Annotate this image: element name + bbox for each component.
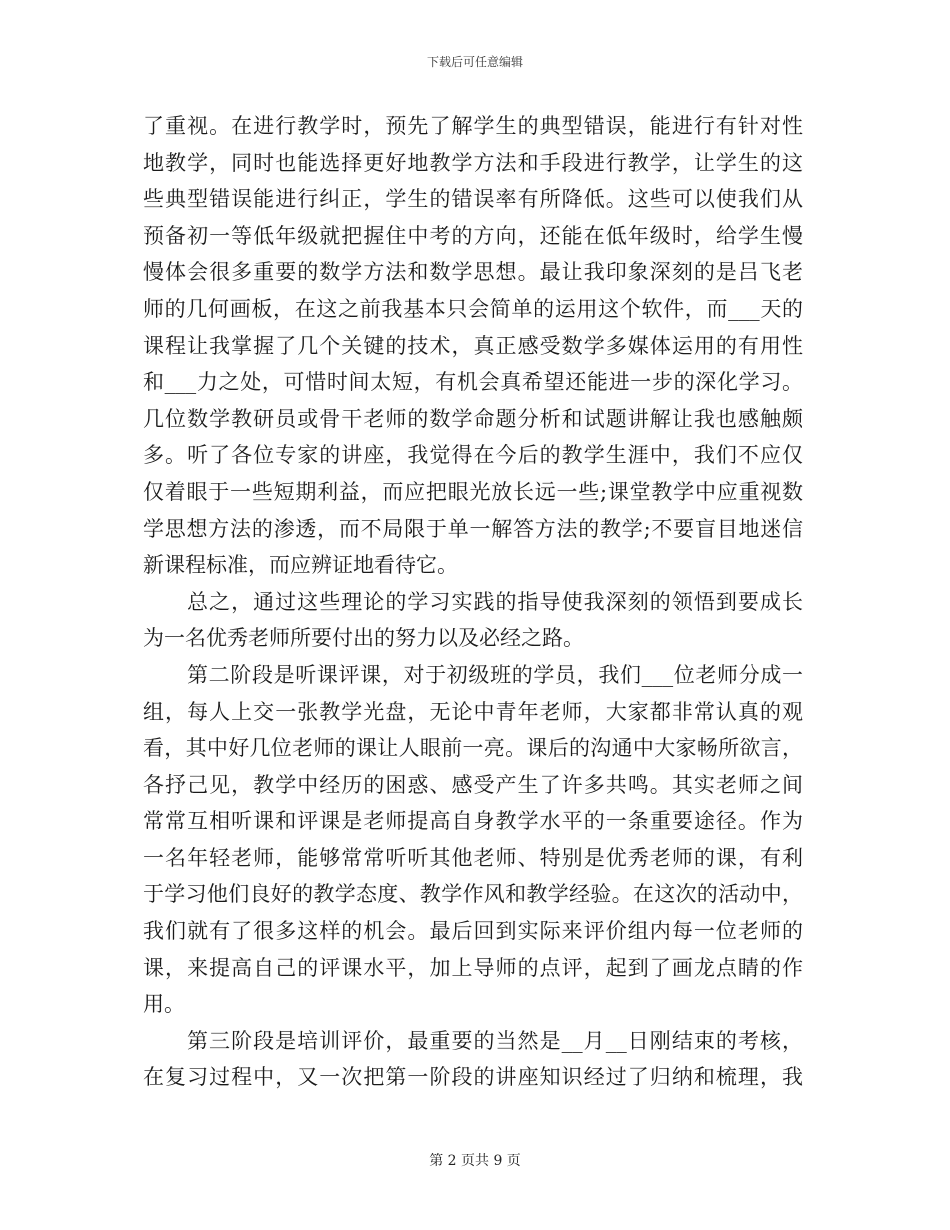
- text-line: 各抒己见，教学中经历的困惑、感受产生了许多共鸣。其实老师之间: [143, 772, 803, 797]
- text-line: 课，来提高自己的评课水平，加上导师的点评，起到了画龙点睛的作: [143, 955, 803, 980]
- paragraph-start-line: 第三阶段是培训评价，最重要的当然是__月__日刚结束的考核，: [187, 1028, 803, 1053]
- text-line: 为一名优秀老师所要付出的努力以及必经之路。: [143, 626, 584, 651]
- text-line: 仅着眼于一些短期利益，而应把眼光放长远一些;课堂教学中应重视数: [143, 479, 803, 504]
- text-line: 一名年轻老师，能够常常听听其他老师、特别是优秀老师的课，有利: [143, 845, 803, 870]
- text-line: 于学习他们良好的教学态度、教学作风和教学经验。在这次的活动中，: [143, 882, 803, 907]
- text-line: 用。: [143, 992, 185, 1017]
- text-line: 课程让我掌握了几个关键的技术，真正感受数学多媒体运用的有用性: [143, 333, 803, 358]
- document-body: [143, 108, 803, 1096]
- paragraph-start-line: 第二阶段是听课评课，对于初级班的学员，我们___位老师分成一: [187, 662, 803, 687]
- text-line: 多。听了各位专家的讲座，我觉得在今后的教学生涯中，我们不应仅: [143, 443, 803, 468]
- text-line: 我们就有了很多这样的机会。最后回到实际来评价组内每一位老师的: [143, 919, 803, 944]
- text-line: 师的几何画板，在这之前我基本只会简单的运用这个软件，而___天的: [143, 296, 803, 321]
- text-line: 预备初一等低年级就把握住中考的方向，还能在低年级时，给学生慢: [143, 223, 803, 248]
- text-line: 新课程标准，而应辨证地看待它。: [143, 553, 458, 578]
- page-header-note: 下载后可任意编辑: [426, 55, 523, 69]
- text-line: 学思想方法的渗透，而不局限于单一解答方法的教学;不要盲目地迷信: [143, 516, 803, 541]
- text-line: 常常互相听课和评课是老师提高自身教学水平的一条重要途径。作为: [143, 809, 803, 834]
- text-line: 了重视。在进行教学时，预先了解学生的典型错误，能进行有针对性: [143, 114, 803, 138]
- text-line: 和___力之处，可惜时间太短，有机会真希望还能进一步的深化学习。: [143, 370, 803, 395]
- text-line: 几位数学教研员或骨干老师的数学命题分析和试题讲解让我也感触颇: [143, 406, 803, 431]
- text-line: 地教学，同时也能选择更好地教学方法和手段进行教学，让学生的这: [143, 150, 803, 175]
- text-line: 在复习过程中，又一次把第一阶段的讲座知识经过了归纳和梳理，我: [143, 1065, 803, 1090]
- text-line: 慢体会很多重要的数学方法和数学思想。最让我印象深刻的是吕飞老: [143, 260, 803, 285]
- text-line: 看，其中好几位老师的课让人眼前一亮。课后的沟通中大家畅所欲言，: [143, 736, 803, 761]
- paragraph-start-line: 总之，通过这些理论的学习实践的指导使我深刻的领悟到要成长: [187, 589, 803, 614]
- text-line: 些典型错误能进行纠正，学生的错误率有所降低。这些可以使我们从: [143, 187, 803, 212]
- page-number: 第 2 页共 9 页: [429, 1153, 521, 1169]
- text-line: 组，每人上交一张教学光盘，无论中青年老师，大家都非常认真的观: [143, 699, 803, 724]
